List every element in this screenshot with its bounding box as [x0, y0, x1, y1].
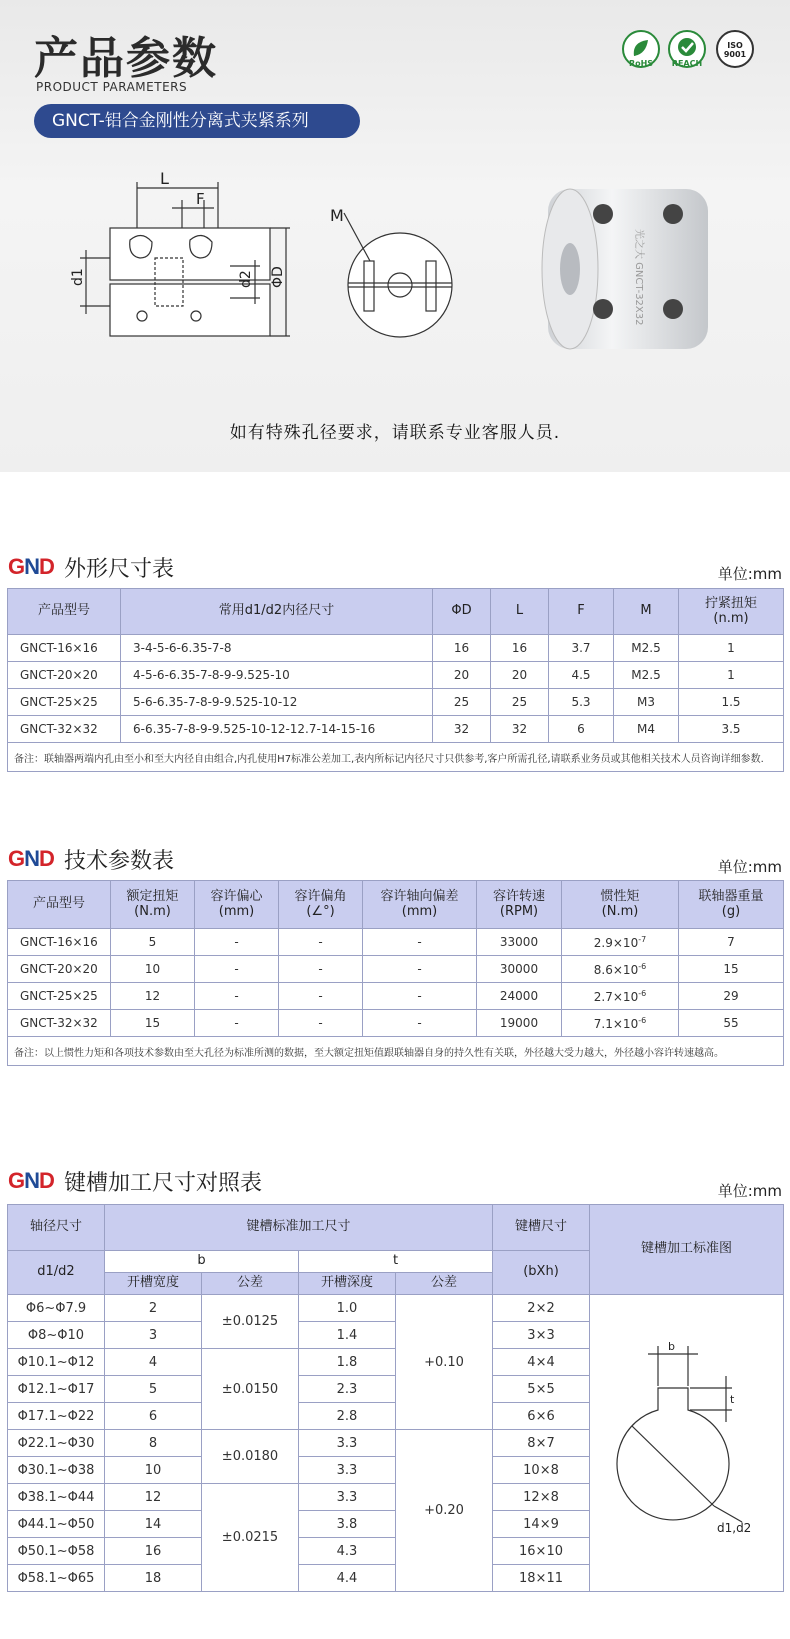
table-cell: -	[279, 1010, 363, 1037]
keyway-t-label: t	[729, 1393, 734, 1406]
table-row	[8, 689, 784, 716]
table-cell: 3.3	[299, 1457, 396, 1484]
table-cell: 3×3	[493, 1322, 590, 1349]
series-badge: GNCT-铝合金刚性分离式夹紧系列	[34, 104, 360, 138]
col-header: 联轴器重量 (g)	[679, 881, 784, 929]
table-cell: 14×9	[493, 1511, 590, 1538]
col-header: d1/d2	[8, 1251, 105, 1295]
table-cell: 3.7	[549, 635, 614, 662]
table-cell: Φ30.1~Φ38	[8, 1457, 105, 1484]
table-cell: Φ17.1~Φ22	[8, 1403, 105, 1430]
table-cell: 4.3	[299, 1538, 396, 1565]
table-cell: M3	[614, 689, 679, 716]
col-header: 拧紧扭矩 (n.m)	[679, 589, 784, 635]
table-cell: 1.4	[299, 1322, 396, 1349]
unit-label: 单位:mm	[717, 858, 782, 876]
dim-L: L	[160, 170, 169, 188]
keyway-bore-label: d1,d2	[716, 1521, 751, 1535]
table-cell: 2×2	[493, 1295, 590, 1322]
table-cell: 1.0	[299, 1295, 396, 1322]
table-cell: Φ6~Φ7.9	[8, 1295, 105, 1322]
table-cell: 7	[679, 929, 784, 956]
table-cell: GNCT-20×20	[8, 956, 111, 983]
keyway-b-label: b	[667, 1340, 675, 1353]
dim-d2: d2	[238, 270, 254, 288]
table-row	[8, 983, 784, 1010]
table-cell: -	[363, 929, 477, 956]
inertia-base: 2.9×10	[593, 935, 639, 950]
iso-cert-icon: ISO 9001	[716, 30, 754, 68]
col-header: 产品型号	[8, 881, 111, 929]
table-cell: Φ8~Φ10	[8, 1322, 105, 1349]
dim-d1: d1	[70, 268, 86, 286]
page-subtitle: PRODUCT PARAMETERS	[36, 80, 188, 94]
tech-table	[7, 880, 784, 1066]
table-cell: M2.5	[614, 635, 679, 662]
col-header: 容许转速 (RPM)	[477, 881, 562, 929]
table-cell: 8×7	[493, 1430, 590, 1457]
table-cell: 3.3	[299, 1430, 396, 1457]
col-header: 轴径尺寸	[8, 1205, 105, 1251]
table-cell: 6-6.35-7-8-9-9.525-10-12-12.7-14-15-16	[121, 716, 433, 743]
col-header: (bXh)	[493, 1251, 590, 1295]
table-cell: 32	[491, 716, 549, 743]
table-cell: -	[279, 929, 363, 956]
table-cell: -	[279, 983, 363, 1010]
inertia-exponent: -6	[638, 988, 647, 998]
col-header: L	[491, 589, 549, 635]
table-cell: 10	[111, 956, 195, 983]
gnd-logo: GND	[8, 554, 54, 579]
table-cell: 18	[105, 1565, 202, 1592]
rohs-cert-icon: RoHS	[622, 30, 660, 68]
table-cell: 16	[433, 635, 491, 662]
section-title: 技术参数表	[64, 849, 175, 874]
table-cell: 55	[679, 1010, 784, 1037]
inertia-base: 8.6×10	[593, 962, 639, 977]
table-cell: 4.4	[299, 1565, 396, 1592]
col-header: 公差	[202, 1273, 299, 1295]
table-cell: 19000	[477, 1010, 562, 1037]
table-row	[8, 635, 784, 662]
col-header: 键槽尺寸	[493, 1205, 590, 1251]
col-header: 惯性矩 (N.m)	[562, 881, 679, 929]
table-cell: 25	[433, 689, 491, 716]
section-title: 键槽加工尺寸对照表	[64, 1171, 263, 1196]
table-cell: 20	[491, 662, 549, 689]
table-cell: M4	[614, 716, 679, 743]
table-row	[8, 1010, 784, 1037]
table-cell: 2.8	[299, 1403, 396, 1430]
table-cell: 12×8	[493, 1484, 590, 1511]
table-cell: -	[195, 983, 279, 1010]
gnd-logo: GND	[8, 846, 54, 871]
table-cell: 12	[111, 983, 195, 1010]
table-cell: -	[363, 956, 477, 983]
table-cell: GNCT-32×32	[8, 716, 121, 743]
table-row	[8, 929, 784, 956]
table-cell: -	[363, 1010, 477, 1037]
table-cell: 14	[105, 1511, 202, 1538]
col-header: 开槽宽度	[105, 1273, 202, 1295]
table-cell: 18×11	[493, 1565, 590, 1592]
table-cell: 3.3	[299, 1484, 396, 1511]
product-photo	[528, 184, 728, 354]
table-cell: 24000	[477, 983, 562, 1010]
table-cell: 3.8	[299, 1511, 396, 1538]
table-cell: 15	[679, 956, 784, 983]
table-cell: 25	[491, 689, 549, 716]
table-cell: 10×8	[493, 1457, 590, 1484]
table-cell: 6	[549, 716, 614, 743]
table-row	[8, 956, 784, 983]
reach-cert-icon: REACH	[668, 30, 706, 68]
table-cell: GNCT-16×16	[8, 929, 111, 956]
table-cell: 5.3	[549, 689, 614, 716]
col-header: 常用d1/d2内径尺寸	[121, 589, 433, 635]
table-cell: 16	[491, 635, 549, 662]
col-header: F	[549, 589, 614, 635]
table-cell: -	[363, 983, 477, 1010]
dimension-table	[7, 588, 784, 772]
table-cell: 4.5	[549, 662, 614, 689]
col-header: 容许轴向偏差 (mm)	[363, 881, 477, 929]
hero-banner	[0, 0, 790, 472]
gnd-logo: GND	[8, 1168, 54, 1193]
table-cell: 1	[679, 635, 784, 662]
inertia-exponent: -6	[638, 961, 647, 971]
table-cell: 5	[111, 929, 195, 956]
col-header: 容许偏心 (mm)	[195, 881, 279, 929]
inertia-cell	[562, 929, 679, 956]
table-cell: Φ38.1~Φ44	[8, 1484, 105, 1511]
table-cell: 2	[105, 1295, 202, 1322]
dim-D: ΦD	[270, 266, 286, 288]
table-cell: 3	[105, 1322, 202, 1349]
table-cell: GNCT-25×25	[8, 689, 121, 716]
table-cell: 6	[105, 1403, 202, 1430]
table-row	[8, 662, 784, 689]
section-title: 外形尺寸表	[64, 557, 175, 582]
col-header: 公差	[396, 1273, 493, 1295]
table-cell: GNCT-32×32	[8, 1010, 111, 1037]
col-header: 产品型号	[8, 589, 121, 635]
inertia-exponent: -7	[638, 934, 647, 944]
dim-F: F	[196, 190, 205, 208]
col-header: t	[299, 1251, 493, 1273]
unit-label: 单位:mm	[717, 1182, 782, 1200]
table-cell: GNCT-20×20	[8, 662, 121, 689]
table-cell: 16	[105, 1538, 202, 1565]
table-cell: 5	[105, 1376, 202, 1403]
table-cell: -	[195, 929, 279, 956]
b-tolerance-cell: ±0.0150	[202, 1349, 299, 1430]
table-cell: Φ50.1~Φ58	[8, 1538, 105, 1565]
table-cell: 5×5	[493, 1376, 590, 1403]
table-cell: 33000	[477, 929, 562, 956]
col-header: 容许偏角 (∠°)	[279, 881, 363, 929]
keyway-diagram	[592, 1326, 782, 1556]
page-title: 产品参数	[34, 33, 218, 84]
table-cell: 3-4-5-6-6.35-7-8	[121, 635, 433, 662]
inertia-cell	[562, 956, 679, 983]
table-cell: 16×10	[493, 1538, 590, 1565]
col-header: b	[105, 1251, 299, 1273]
col-header: 键槽加工标准图	[590, 1205, 784, 1295]
table-cell: 3.5	[679, 716, 784, 743]
col-header: 键槽标准加工尺寸	[105, 1205, 493, 1251]
table-cell: -	[195, 956, 279, 983]
table-cell: 4-5-6-6.35-7-8-9-9.525-10	[121, 662, 433, 689]
product-marking: 光之大 GNCT-32X32	[633, 229, 644, 326]
col-header: 额定扭矩 (N.m)	[111, 881, 195, 929]
table-row	[8, 716, 784, 743]
table-row	[8, 1295, 784, 1322]
col-header: ΦD	[433, 589, 491, 635]
t-tolerance-cell: +0.10	[396, 1295, 493, 1430]
table-cell: -	[279, 956, 363, 983]
table-cell: 6×6	[493, 1403, 590, 1430]
inertia-cell	[562, 983, 679, 1010]
table-cell: Φ22.1~Φ30	[8, 1430, 105, 1457]
inertia-base: 2.7×10	[593, 989, 639, 1004]
table-cell: -	[195, 1010, 279, 1037]
inertia-base: 7.1×10	[593, 1016, 639, 1031]
table-cell: 4	[105, 1349, 202, 1376]
keyway-table	[7, 1204, 784, 1592]
table-cell: 30000	[477, 956, 562, 983]
table-cell: 1.8	[299, 1349, 396, 1376]
table-cell: Φ44.1~Φ50	[8, 1511, 105, 1538]
b-tolerance-cell: ±0.0125	[202, 1295, 299, 1349]
table-cell: M2.5	[614, 662, 679, 689]
table-cell: GNCT-16×16	[8, 635, 121, 662]
table-cell: 1.5	[679, 689, 784, 716]
col-header: M	[614, 589, 679, 635]
table-cell: 10	[105, 1457, 202, 1484]
inertia-cell	[562, 1010, 679, 1037]
table-cell: 5-6-6.35-7-8-9-9.525-10-12	[121, 689, 433, 716]
dim-M: M	[330, 206, 344, 225]
inertia-exponent: -6	[638, 1015, 647, 1025]
col-header: 开槽深度	[299, 1273, 396, 1295]
table-cell: Φ10.1~Φ12	[8, 1349, 105, 1376]
table-cell: 29	[679, 983, 784, 1010]
unit-label: 单位:mm	[717, 565, 782, 583]
table-cell: 4×4	[493, 1349, 590, 1376]
table-note: 备注：联轴器两端内孔由至小和至大内径自由组合,内孔使用H7标准公差加工,表内所标记内径尺寸只供参考,客户所需孔径,请联系业务员或其他相关技术人员咨询详细参数.	[8, 743, 784, 772]
t-tolerance-cell: +0.20	[396, 1430, 493, 1592]
table-cell: Φ58.1~Φ65	[8, 1565, 105, 1592]
table-cell: GNCT-25×25	[8, 983, 111, 1010]
keyway-diagram-cell	[590, 1295, 784, 1592]
custom-bore-note: 如有特殊孔径要求，请联系专业客服人员.	[229, 423, 561, 443]
table-cell: 15	[111, 1010, 195, 1037]
table-cell: Φ12.1~Φ17	[8, 1376, 105, 1403]
b-tolerance-cell: ±0.0180	[202, 1430, 299, 1484]
side-view-drawing	[60, 170, 310, 360]
table-note: 备注：以上惯性力矩和各项技术参数由至大孔径为标准所测的数据，至大额定扭矩值跟联轴器自身的持久性有关联，外径越大受力越大，外径越小容许转速越高。	[8, 1037, 784, 1066]
table-cell: 1	[679, 662, 784, 689]
table-cell: 32	[433, 716, 491, 743]
table-cell: 20	[433, 662, 491, 689]
table-cell: 2.3	[299, 1376, 396, 1403]
table-cell: 12	[105, 1484, 202, 1511]
end-view-drawing	[330, 205, 460, 345]
table-cell: 8	[105, 1430, 202, 1457]
b-tolerance-cell: ±0.0215	[202, 1484, 299, 1592]
